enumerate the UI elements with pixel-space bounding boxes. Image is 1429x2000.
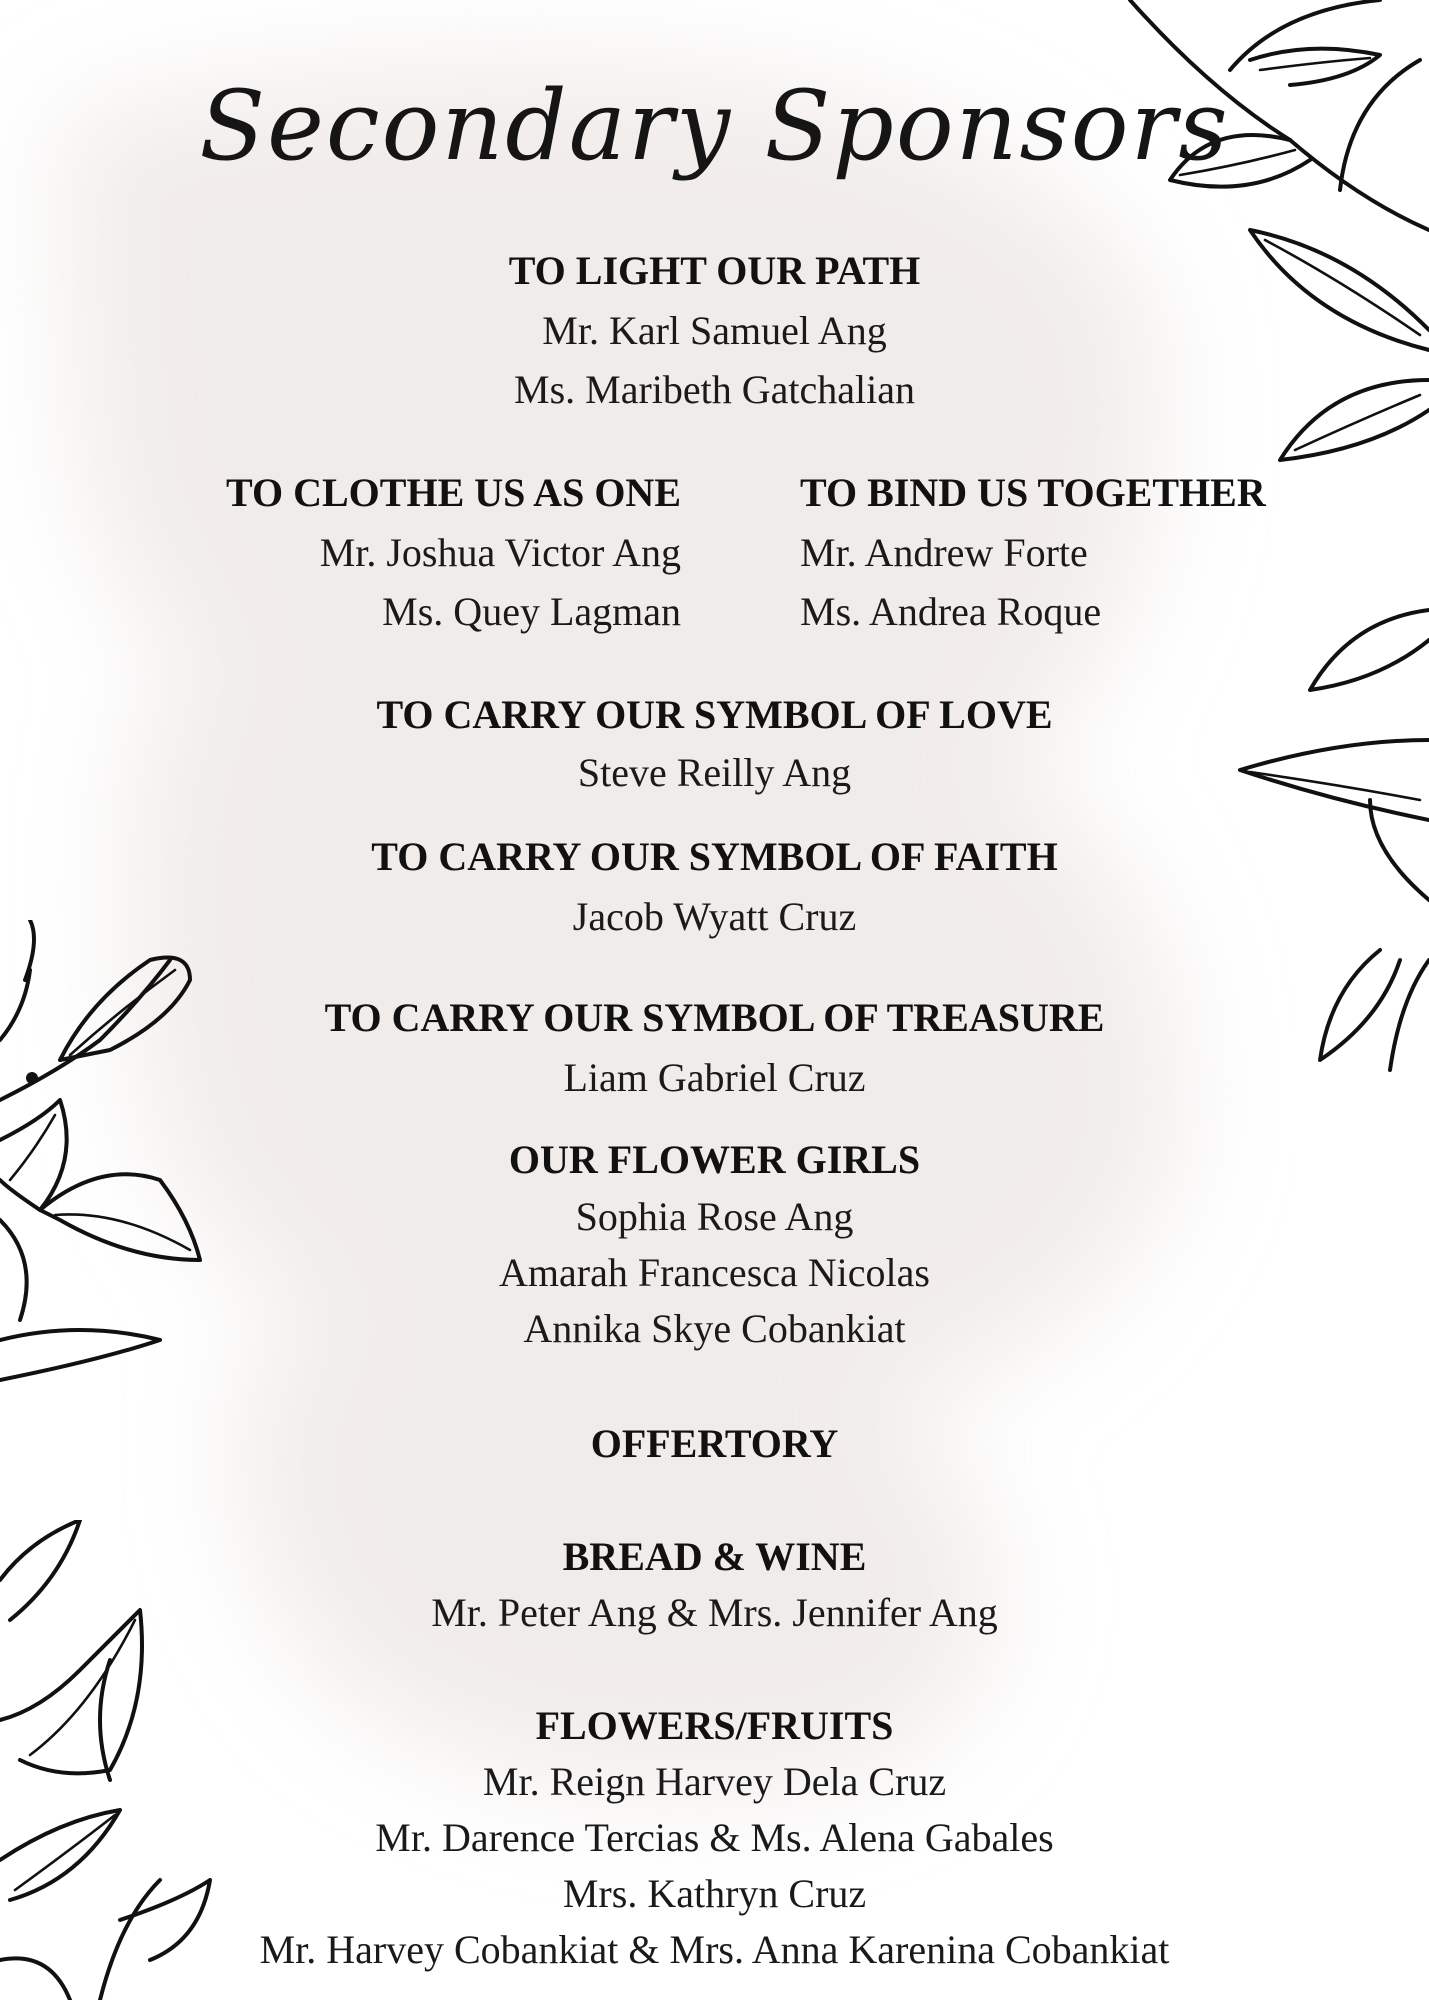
sponsor-name: Sophia Rose Ang [575,1194,854,1239]
sponsor-name: Mrs. Kathryn Cruz [562,1871,867,1916]
sponsor-name: Amarah Francesca Nicolas [499,1250,930,1295]
sponsor-name: Annika Skye Cobankiat [523,1306,906,1351]
heading-clothe: TO CLOTHE US AS ONE [226,470,681,515]
heading-light-path: TO LIGHT OUR PATH [508,248,921,293]
sponsor-name: Ms. Quey Lagman [382,589,681,634]
sponsor-name: Jacob Wyatt Cruz [572,894,857,939]
heading-bind: TO BIND US TOGETHER [800,470,1266,515]
sponsor-name: Ms. Andrea Roque [800,589,1102,634]
sponsor-name: Mr. Peter Ang & Mrs. Jennifer Ang [431,1590,998,1635]
sponsor-name: Mr. Karl Samuel Ang [542,308,887,353]
heading-faith: TO CARRY OUR SYMBOL OF FAITH [371,834,1058,879]
sponsor-name: Liam Gabriel Cruz [563,1055,866,1100]
sponsor-name: Mr. Joshua Victor Ang [319,530,681,575]
sponsor-name: Mr. Reign Harvey Dela Cruz [482,1759,947,1804]
sponsor-name: Mr. Andrew Forte [800,530,1088,575]
heading-love: TO CARRY OUR SYMBOL OF LOVE [376,692,1053,737]
sponsor-name: Mr. Harvey Cobankiat & Mrs. Anna Karenina Cobankiat [259,1927,1170,1972]
sponsor-name: Mr. Darence Tercias & Ms. Alena Gabales [375,1815,1054,1860]
sponsor-name: Steve Reilly Ang [577,750,852,795]
heading-flower-girls: OUR FLOWER GIRLS [508,1137,921,1182]
sponsor-name: Ms. Maribeth Gatchalian [514,367,915,412]
page-title: Secondary Sponsors [199,70,1230,182]
heading-treasure: TO CARRY OUR SYMBOL OF TREASURE [324,995,1105,1040]
heading-flowers-fruits: FLOWERS/FRUITS [535,1703,894,1748]
heading-bread-wine: BREAD & WINE [562,1534,867,1579]
heading-offertory: OFFERTORY [590,1421,839,1466]
